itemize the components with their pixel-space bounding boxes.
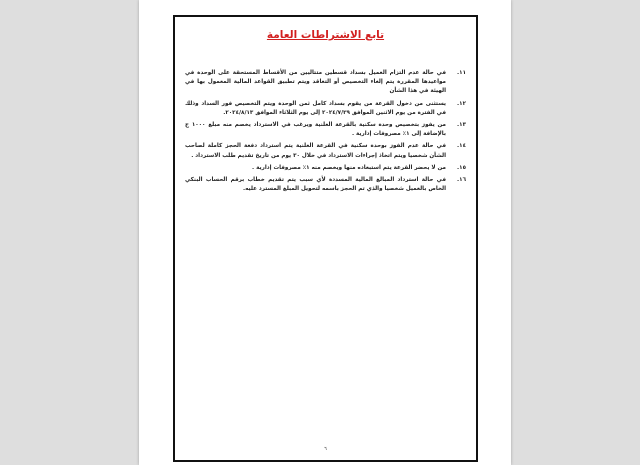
- clause-number: ١٦.: [457, 177, 466, 184]
- page-title-text: تابع الاشتراطات العامة: [266, 29, 385, 41]
- page-border: [173, 15, 478, 462]
- clause-number: ١٥.: [457, 164, 466, 171]
- page-title: [175, 29, 476, 41]
- clause-text: في حالة عدم الفوز بوحدة سكنية في القرعة العلنية يتم استرداد دفعة الحجز كاملة لصاحب الشأن شخصيا ويتم اتخاذ إجراءات الاسترداد في خلال ٣٠ يوم من تاريخ تقديم طلب الاسترداد .: [185, 143, 446, 159]
- clause-text: يستثنى من دخول القرعة من يقوم بسداد كامل ثمن الوحدة ويتم التخصيص فور السداد وذلك في الفترة من يوم الاثنين الموافق ٢٠٢٤/٧/٢٩ إلى يوم الثلاثاء الموافق ٢٠٢٤/٨/١٣.: [185, 100, 446, 116]
- clause-text: في حالة عدم التزام العميل بسداد قسطين متتاليين من الأقساط المستحقة على الوحدة في مواعيدها المقررة يتم إلغاء التخصيص أو التعاقد ويتم تطبيق القواعد المالية المعمول بها في الهيئة في هذا الشأن: [185, 70, 446, 95]
- clause-number: ١٢.: [457, 100, 466, 107]
- page-number: ٦: [324, 446, 327, 452]
- document-page: [139, 0, 511, 465]
- clause-15: [185, 164, 466, 173]
- clause-16: [185, 176, 466, 194]
- clause-number: ١٣.: [457, 122, 466, 129]
- clause-list: [185, 69, 466, 197]
- clause-14: [185, 142, 466, 160]
- clause-12: [185, 100, 466, 118]
- clause-number: ١١.: [457, 70, 466, 76]
- clause-11: [185, 69, 466, 97]
- clause-text: من لا يحضر القرعة يتم استبعاده منها ويخصم منه ١٪ مصروفات إدارية .: [252, 164, 446, 171]
- clause-text: في حالة استرداد المبالغ المالية المسددة لأي سبب يتم تقديم خطاب برقم الحساب البنكي الخاص بالعميل شخصيا والذي تم الحجز باسمه لتحويل المبلغ المسترد عليه.: [185, 177, 446, 193]
- clause-13: [185, 121, 466, 139]
- clause-text: من يفوز بتخصيص وحدة سكنية بالقرعة العلنية ويرغب في الاسترداد يخصم منه مبلغ ١٠٠٠ ج بالإضافة إلى ١٪ مصروفات إدارية .: [185, 122, 446, 138]
- clause-number: ١٤.: [457, 143, 466, 150]
